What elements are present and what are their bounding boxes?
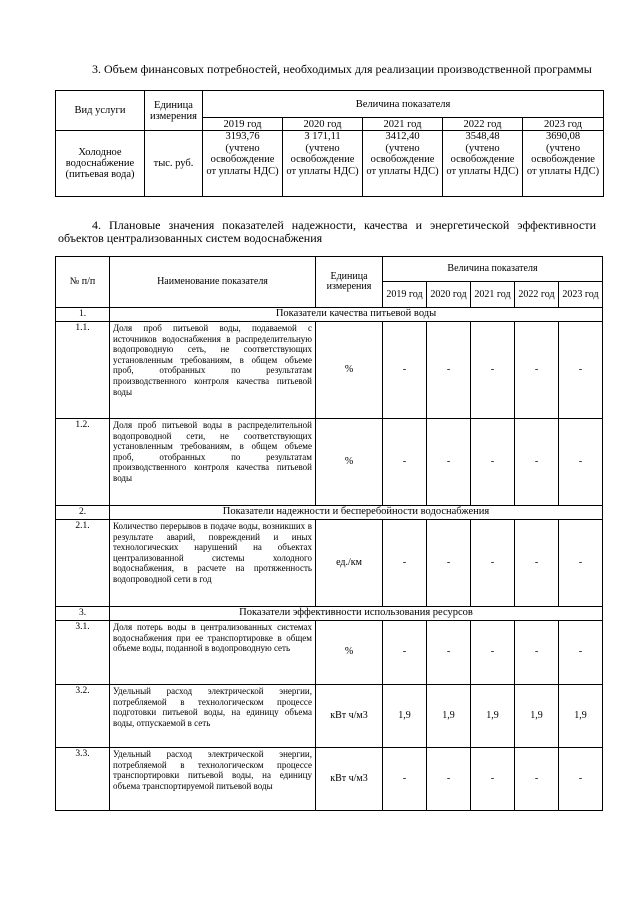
value-amount: 3193,76: [225, 131, 260, 142]
row-value: -: [471, 520, 515, 607]
financial-needs-table: [55, 90, 604, 197]
row-unit: %: [316, 419, 383, 506]
header-value: Величина показателя: [383, 257, 603, 282]
year-header: 2020 год: [283, 118, 363, 131]
value-note: (учтено освобождение от уплаты НДС): [446, 142, 519, 177]
row-value: -: [471, 748, 515, 811]
row-value: -: [515, 748, 559, 811]
row-value: -: [559, 322, 603, 419]
row-value: -: [515, 322, 559, 419]
value-cell: [443, 131, 523, 197]
row-value: -: [515, 419, 559, 506]
header-num: № п/п: [56, 257, 110, 308]
row-value: -: [383, 419, 427, 506]
value-note: (учтено освобождение от уплаты НДС): [286, 142, 359, 177]
year-header: 2019 год: [203, 118, 283, 131]
value-note: (учтено освобождение от уплаты НДС): [206, 142, 279, 177]
row-value: -: [383, 520, 427, 607]
year-header: 2020 год: [427, 282, 471, 308]
section3-heading: 3. Объем финансовых потребностей, необходимых для реализации производственной программы: [92, 62, 592, 76]
value-cell: [523, 131, 604, 197]
row-unit: кВт ч/м3: [316, 748, 383, 811]
year-header: 2022 год: [515, 282, 559, 308]
row-num: 1.2.: [56, 419, 110, 506]
group-num: 3.: [56, 607, 110, 621]
year-header: 2023 год: [559, 282, 603, 308]
row-unit: %: [316, 621, 383, 685]
row-num: 1.1.: [56, 322, 110, 419]
value-amount: 3548,48: [465, 131, 500, 142]
row-value: 1,9: [559, 685, 603, 748]
year-header: 2023 год: [523, 118, 604, 131]
row-value: -: [515, 520, 559, 607]
row-value: 1,9: [515, 685, 559, 748]
row-name: Доля потерь воды в централизованных системах водоснабжения при ее транспортировке в общем объеме воды, поданной в водопроводную сеть: [110, 621, 316, 685]
group-num: 1.: [56, 308, 110, 322]
row-value: 1,9: [383, 685, 427, 748]
group-title: Показатели надежности и бесперебойности водоснабжения: [110, 506, 603, 520]
row-num: 3.3.: [56, 748, 110, 811]
year-header: 2021 год: [471, 282, 515, 308]
value-cell: [283, 131, 363, 197]
header-unit: Единица измерения: [316, 257, 383, 308]
header-service: Вид услуги: [56, 91, 145, 131]
row-value: -: [559, 520, 603, 607]
value-amount: 3 171,11: [304, 131, 341, 142]
row-value: -: [559, 621, 603, 685]
row-name: Доля проб питьевой воды, подаваемой с источников водоснабжения в распределительную водопроводную сеть, не соответствующих установленным требованиям, в общем объеме проб, отобранных по результатам производственного контроля качества питьевой воды: [110, 322, 316, 419]
value-amount: 3690,08: [545, 131, 581, 142]
row-value: -: [427, 520, 471, 607]
row-value: -: [383, 621, 427, 685]
header-value: Величина показателя: [203, 91, 604, 118]
row-value: -: [427, 748, 471, 811]
row-value: -: [559, 748, 603, 811]
year-header: 2022 год: [443, 118, 523, 131]
group-title: Показатели качества питьевой воды: [110, 308, 603, 322]
row-value: -: [471, 621, 515, 685]
group-title: Показатели эффективности использования ресурсов: [110, 607, 603, 621]
row-value: -: [383, 748, 427, 811]
row-value: 1,9: [471, 685, 515, 748]
value-note: (учтено освобождение от уплаты НДС): [526, 142, 600, 177]
row-num: 3.1.: [56, 621, 110, 685]
row-value: -: [471, 419, 515, 506]
row-name: Удельный расход электрической энергии, потребляемой в технологическом процессе подготовки питьевой воды, на единицу объема воды, отпускаемой в сеть: [110, 685, 316, 748]
row-name: Удельный расход электрической энергии, потребляемой в технологическом процессе транспортировки питьевой воды, на единицу объема транспортируемой питьевой воды: [110, 748, 316, 811]
row-value: 1,9: [427, 685, 471, 748]
row-value: -: [559, 419, 603, 506]
indicators-table: [55, 256, 603, 811]
row-num: 3.2.: [56, 685, 110, 748]
row-value: -: [383, 322, 427, 419]
value-cell: [363, 131, 443, 197]
header-unit: Единица измерения: [145, 91, 203, 131]
row-value: -: [427, 322, 471, 419]
row-value: -: [515, 621, 559, 685]
section4-heading: 4. Плановые значения показателей надежности, качества и энергетической эффективности объектов централизованных систем водоснабжения: [58, 218, 596, 245]
value-amount: 3412,40: [385, 131, 420, 142]
header-name: Наименование показателя: [110, 257, 316, 308]
row-num: 2.1.: [56, 520, 110, 607]
row-unit: ед./км: [316, 520, 383, 607]
row-service: Холодное водоснабжение (питьевая вода): [56, 131, 145, 197]
year-header: 2021 год: [363, 118, 443, 131]
row-name: Доля проб питьевой воды в распределительной водопроводной сети, не соответствующих установленным требованиям, в общем объеме проб, отобранных по результатам производственного контроля качества питьевой воды: [110, 419, 316, 506]
row-unit: тыс. руб.: [145, 131, 203, 197]
row-value: -: [471, 322, 515, 419]
row-value: -: [427, 621, 471, 685]
row-name: Количество перерывов в подаче воды, возникших в результате аварий, повреждений и иных технологических нарушений на объектах централизованной системы холодного водоснабжения, в расчете на протяженность водопроводной сети в год: [110, 520, 316, 607]
value-cell: [203, 131, 283, 197]
value-note: (учтено освобождение от уплаты НДС): [366, 142, 439, 177]
year-header: 2019 год: [383, 282, 427, 308]
group-num: 2.: [56, 506, 110, 520]
row-unit: кВт ч/м3: [316, 685, 383, 748]
row-value: -: [427, 419, 471, 506]
row-unit: %: [316, 322, 383, 419]
